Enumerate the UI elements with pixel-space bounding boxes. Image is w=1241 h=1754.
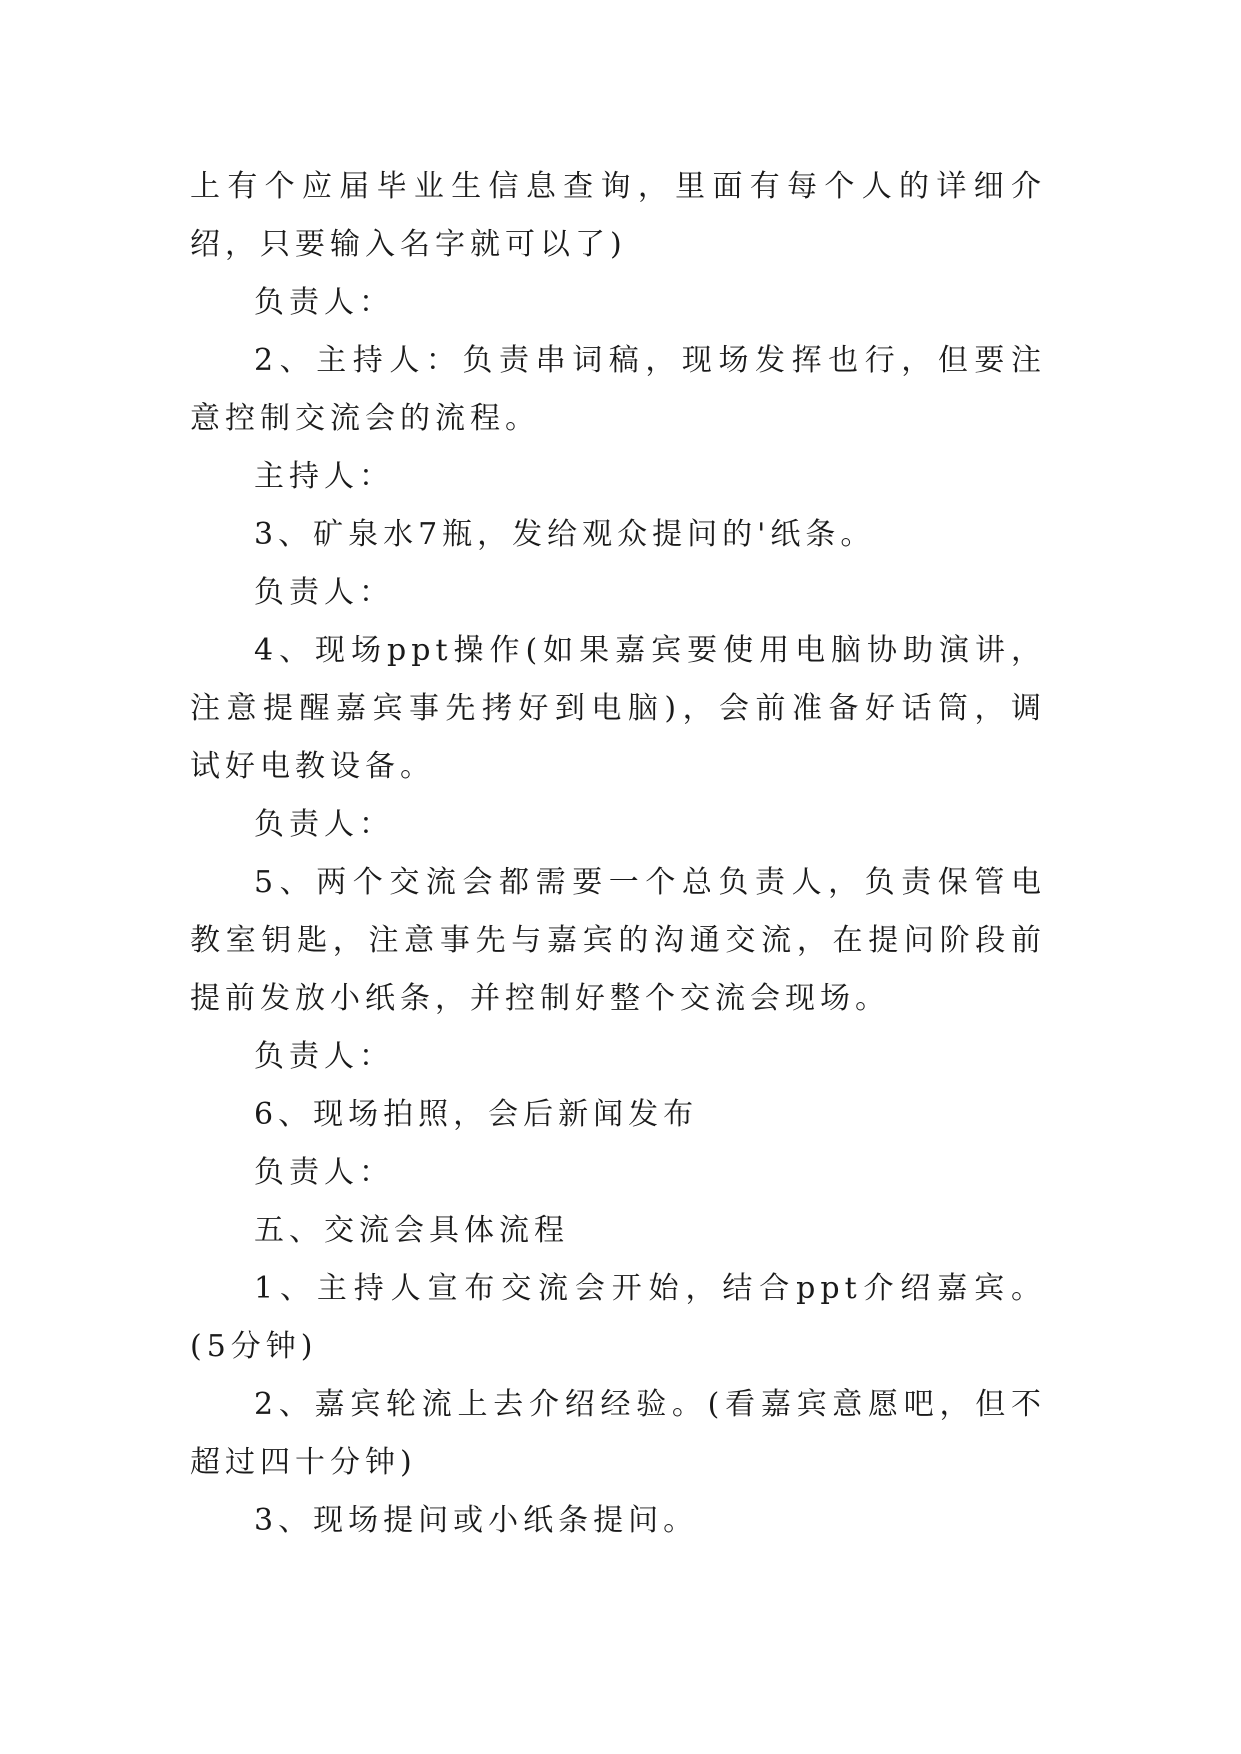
paragraph: 负责人： (254, 285, 394, 320)
paragraph: 6、现场拍照，会后新闻发布 (254, 1097, 699, 1132)
paragraph: 1、主持人宣布交流会开始，结合ppt介绍嘉宾。(5分钟) (190, 1271, 1046, 1364)
section-heading: 五、交流会具体流程 (254, 1213, 569, 1248)
paragraph: 上有个应届毕业生信息查询，里面有每个人的详细介绍，只要输入名字就可以了) (190, 169, 1046, 262)
paragraph: 3、矿泉水7瓶，发给观众提问的'纸条。 (254, 517, 876, 552)
paragraph: 负责人： (254, 807, 394, 842)
document-body (190, 158, 1046, 1550)
paragraph: 5、两个交流会都需要一个总负责人，负责保管电教室钥匙，注意事先与嘉宾的沟通交流，在提问阶段前提前发放小纸条，并控制好整个交流会现场。 (190, 865, 1046, 1016)
paragraph: 2、嘉宾轮流上去介绍经验。(看嘉宾意愿吧，但不超过四十分钟) (190, 1387, 1046, 1480)
paragraph: 2、主持人：负责串词稿，现场发挥也行，但要注意控制交流会的流程。 (190, 343, 1046, 436)
paragraph: 4、现场ppt操作(如果嘉宾要使用电脑协助演讲，注意提醒嘉宾事先拷好到电脑)，会前准备好话筒，调试好电教设备。 (190, 633, 1046, 784)
paragraph: 主持人： (254, 459, 394, 494)
paragraph: 负责人： (254, 575, 394, 610)
paragraph: 负责人： (254, 1039, 394, 1074)
paragraph: 3、现场提问或小纸条提问。 (254, 1503, 699, 1538)
paragraph: 负责人： (254, 1155, 394, 1190)
